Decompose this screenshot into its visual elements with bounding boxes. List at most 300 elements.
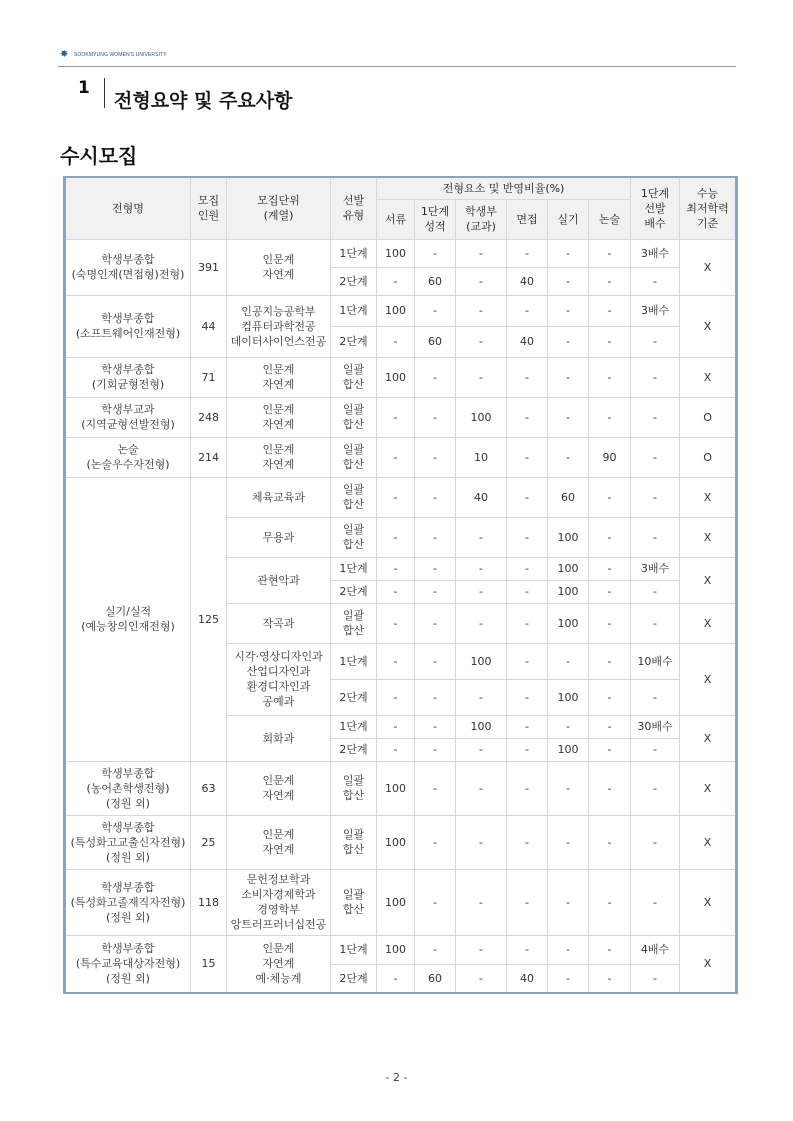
cell-line: 1단계 <box>420 205 450 218</box>
cell-line: 일괄 <box>342 609 365 622</box>
ratio-cell <box>589 580 631 603</box>
cell-value: - <box>525 743 529 756</box>
ratio-cell <box>548 295 589 326</box>
csat-cell <box>680 815 737 869</box>
cell-line: 성적 <box>424 220 446 233</box>
cell-value: 60 <box>561 490 575 504</box>
cell-value: - <box>525 895 529 909</box>
ratio-cell <box>507 239 548 267</box>
ratio-cell <box>507 437 548 477</box>
cell-value: 100 <box>470 720 492 733</box>
cell-value: - <box>607 971 612 985</box>
cell-line: 관현악과 <box>257 573 300 587</box>
selection-type-cell <box>331 357 377 397</box>
ratio-cell <box>507 603 548 643</box>
cell-value: - <box>525 616 529 630</box>
ratio-cell <box>507 815 548 869</box>
ratio-cell <box>548 477 589 517</box>
cell-line: 최저학력 <box>686 201 729 215</box>
cell-line: 합산 <box>342 789 365 802</box>
cell-line: (소프트웨어인재전형) <box>75 327 181 340</box>
unit-cell <box>227 935 331 993</box>
cell-line: 일괄 <box>342 888 365 901</box>
csat-cell <box>680 761 737 815</box>
ratio-cell <box>507 738 548 761</box>
ratio-cell <box>415 477 456 517</box>
cell-value: - <box>653 585 658 598</box>
cell-value: - <box>653 410 658 424</box>
selection-type-cell <box>331 935 377 964</box>
cell-value: - <box>653 530 658 544</box>
ratio-cell <box>548 815 589 869</box>
col-header-name <box>65 177 191 239</box>
cell-line: 체육교육과 <box>251 490 306 504</box>
cell-value: - <box>479 530 483 544</box>
csat-cell <box>680 643 737 715</box>
cell-line: 1단계 <box>640 186 670 200</box>
admission-name-cell <box>65 761 191 815</box>
cell-line: 회화과 <box>262 731 295 745</box>
cell-line: 71 <box>201 370 216 384</box>
multiplier-cell <box>631 267 680 295</box>
cell-value: - <box>653 743 658 756</box>
cell-value: - <box>479 304 483 317</box>
ratio-cell <box>377 580 415 603</box>
cell-value: 100 <box>385 304 406 317</box>
cell-line: 125 <box>198 612 219 626</box>
cell-line: (숙명인재(면접형)전형) <box>71 268 185 281</box>
cell-value: - <box>393 490 398 504</box>
selection-type-cell <box>331 437 377 477</box>
ratio-cell <box>415 738 456 761</box>
quota-cell <box>191 357 227 397</box>
cell-line: 실기 <box>557 212 579 226</box>
cell-line: 248 <box>198 410 219 424</box>
cell-line: 인원 <box>197 209 220 223</box>
selection-type-cell <box>331 761 377 815</box>
cell-line: 1단계 <box>339 720 368 733</box>
admission-name-cell <box>65 869 191 935</box>
cell-line: 기준 <box>696 216 719 230</box>
col-header-type <box>331 177 377 239</box>
cell-line: 1단계 <box>339 562 368 575</box>
cell-line: (정원 외) <box>106 850 150 864</box>
ratio-cell <box>589 964 631 993</box>
cell-value: - <box>433 530 437 544</box>
cell-value: 100 <box>385 246 406 260</box>
ratio-cell <box>589 643 631 679</box>
cell-value: - <box>479 616 483 630</box>
quota-cell <box>191 935 227 993</box>
ratio-cell <box>589 517 631 557</box>
ratio-cell <box>548 679 589 715</box>
cell-line: 일괄 <box>342 363 365 376</box>
cell-line: 경영학부 <box>257 903 300 916</box>
quota-cell <box>191 477 227 761</box>
cell-line: 자연계 <box>262 378 295 391</box>
ratio-cell <box>548 437 589 477</box>
cell-value: 40 <box>520 971 534 985</box>
cell-value: - <box>566 943 570 956</box>
cell-value: - <box>433 835 437 849</box>
table-row <box>65 295 737 326</box>
ratio-cell <box>456 580 507 603</box>
university-logo-icon: ✸ <box>60 49 69 60</box>
cell-value: - <box>607 335 612 348</box>
cell-line: 15 <box>201 957 216 971</box>
cell-line: 합산 <box>342 903 365 916</box>
cell-line: 예·체능계 <box>255 972 302 986</box>
cell-value: - <box>479 370 483 384</box>
cell-value: - <box>433 246 437 260</box>
col-header-multiplier <box>631 177 680 239</box>
cell-value: O <box>703 410 712 424</box>
cell-line: 학생부종합 <box>101 363 155 376</box>
selection-type-cell <box>331 326 377 357</box>
ratio-cell <box>377 935 415 964</box>
cell-value: 100 <box>385 781 406 795</box>
csat-cell <box>680 869 737 935</box>
cell-line: 2단계 <box>339 274 368 288</box>
cell-value: - <box>653 895 658 909</box>
cell-value: - <box>607 781 612 795</box>
cell-value: 100 <box>385 943 406 956</box>
ratio-cell <box>415 643 456 679</box>
cell-value: X <box>703 319 712 333</box>
col-header-element <box>415 199 456 239</box>
admission-name-cell <box>65 437 191 477</box>
cell-value: X <box>703 895 712 909</box>
cell-line: 2단계 <box>339 743 368 756</box>
cell-value: - <box>525 781 529 795</box>
cell-value: - <box>653 490 658 504</box>
cell-line: 공예과 <box>262 695 295 708</box>
table-row <box>65 239 737 267</box>
cell-line: 시각·영상디자인과 <box>234 650 323 663</box>
multiplier-cell <box>631 580 680 603</box>
ratio-cell <box>589 869 631 935</box>
cell-value: 3배수 <box>640 246 670 260</box>
cell-value: - <box>393 690 398 704</box>
ratio-cell <box>377 761 415 815</box>
ratio-cell <box>507 357 548 397</box>
ratio-cell <box>507 326 548 357</box>
cell-line: 면접 <box>516 212 538 226</box>
cell-value: 100 <box>557 690 579 704</box>
table-row <box>65 815 737 869</box>
ratio-cell <box>456 326 507 357</box>
ratio-cell <box>589 761 631 815</box>
cell-line: 자연계 <box>262 843 295 856</box>
cell-value: X <box>703 490 712 504</box>
cell-line: 학생부종합 <box>101 880 155 894</box>
ratio-cell <box>377 437 415 477</box>
cell-value: - <box>525 450 529 464</box>
cell-line: 모집 <box>197 194 220 208</box>
csat-cell <box>680 295 737 357</box>
cell-value: - <box>525 304 529 317</box>
cell-value: - <box>525 410 529 424</box>
cell-value: X <box>703 835 712 849</box>
ratio-cell <box>377 326 415 357</box>
selection-type-cell <box>331 267 377 295</box>
table-row <box>65 397 737 437</box>
multiplier-cell <box>631 738 680 761</box>
admission-name-cell <box>65 295 191 357</box>
cell-value: - <box>393 274 398 288</box>
cell-line: (정원 외) <box>106 796 150 810</box>
multiplier-cell <box>631 715 680 738</box>
cell-line: 학생부종합 <box>101 820 155 834</box>
cell-line: 수능 <box>696 186 719 200</box>
unit-cell <box>227 761 331 815</box>
ratio-cell <box>589 295 631 326</box>
cell-value: 100 <box>385 370 406 384</box>
selection-type-cell <box>331 679 377 715</box>
ratio-cell <box>377 715 415 738</box>
ratio-cell <box>415 357 456 397</box>
cell-value: - <box>433 304 437 317</box>
ratio-cell <box>415 437 456 477</box>
cell-value: O <box>703 450 712 464</box>
ratio-cell <box>415 517 456 557</box>
quota-cell <box>191 869 227 935</box>
cell-value: - <box>433 370 437 384</box>
cell-value: - <box>566 304 570 317</box>
col-header-quota <box>191 177 227 239</box>
cell-value: - <box>433 781 437 795</box>
unit-cell <box>227 239 331 295</box>
cell-value: X <box>703 370 712 384</box>
cell-value: - <box>479 274 483 288</box>
cell-line: 전형요소 및 반영비율(%) <box>442 181 565 195</box>
cell-value: - <box>525 690 529 704</box>
cell-line: 일괄 <box>342 774 365 787</box>
multiplier-cell <box>631 679 680 715</box>
cell-line: 모집단위 <box>257 194 300 208</box>
ratio-cell <box>415 869 456 935</box>
ratio-cell <box>456 815 507 869</box>
selection-type-cell <box>331 715 377 738</box>
selection-type-cell <box>331 738 377 761</box>
selection-type-cell <box>331 239 377 267</box>
cell-value: X <box>703 781 712 795</box>
ratio-cell <box>377 643 415 679</box>
ratio-cell <box>548 517 589 557</box>
ratio-cell <box>456 295 507 326</box>
ratio-cell <box>377 815 415 869</box>
ratio-cell <box>548 557 589 580</box>
multiplier-cell <box>631 397 680 437</box>
cell-value: - <box>433 690 437 704</box>
cell-value: - <box>607 743 612 756</box>
ratio-cell <box>377 357 415 397</box>
multiplier-cell <box>631 815 680 869</box>
ratio-cell <box>589 477 631 517</box>
cell-value: - <box>566 450 570 464</box>
selection-type-cell <box>331 964 377 993</box>
selection-type-cell <box>331 557 377 580</box>
cell-line: (계열) <box>263 209 294 223</box>
cell-value: - <box>607 530 612 544</box>
cell-line: 인문계 <box>262 443 295 456</box>
section-title: 전형요약 및 주요사항 <box>114 90 293 112</box>
cell-value: - <box>433 895 437 909</box>
cell-line: (지역균형선발전형) <box>81 418 175 431</box>
cell-value: 10 <box>474 450 488 464</box>
cell-value: - <box>607 490 612 504</box>
cell-value: X <box>703 731 712 745</box>
cell-line: 배수 <box>644 216 666 230</box>
cell-line: 전형명 <box>112 201 144 215</box>
col-header-element <box>507 199 548 239</box>
admission-name-cell <box>65 397 191 437</box>
cell-line: 391 <box>198 260 219 274</box>
col-header-element <box>548 199 589 239</box>
ratio-cell <box>507 964 548 993</box>
cell-value: - <box>393 335 398 348</box>
ratio-cell <box>456 761 507 815</box>
ratio-cell <box>507 869 548 935</box>
cell-line: 일괄 <box>342 403 365 416</box>
header-divider <box>58 66 736 67</box>
csat-cell <box>680 477 737 517</box>
university-brand <box>60 50 167 60</box>
col-header-element <box>456 199 507 239</box>
cell-value: - <box>653 971 658 985</box>
ratio-cell <box>456 557 507 580</box>
ratio-cell <box>456 437 507 477</box>
ratio-cell <box>548 326 589 357</box>
cell-line: 자연계 <box>262 789 295 802</box>
cell-value: 100 <box>557 743 579 756</box>
multiplier-cell <box>631 643 680 679</box>
admission-name-cell <box>65 357 191 397</box>
cell-value: - <box>479 690 483 704</box>
cell-value: 30배수 <box>637 720 673 733</box>
cell-line: 유형 <box>342 209 365 223</box>
cell-line: (특성화고졸재직자전형) <box>70 895 186 909</box>
cell-line: 자연계 <box>262 268 295 281</box>
ratio-cell <box>507 267 548 295</box>
ratio-cell <box>589 267 631 295</box>
cell-line: 자연계 <box>262 458 295 471</box>
cell-line: 합산 <box>342 538 365 551</box>
cell-value: - <box>607 835 612 849</box>
ratio-cell <box>415 239 456 267</box>
ratio-cell <box>456 738 507 761</box>
cell-value: - <box>566 971 570 985</box>
cell-value: - <box>566 335 570 348</box>
cell-line: 문헌정보학과 <box>246 873 311 886</box>
ratio-cell <box>548 357 589 397</box>
cell-line: (기회균형전형) <box>91 378 165 391</box>
cell-line: 선발 <box>644 201 666 215</box>
cell-line: 산업디자인과 <box>246 665 311 678</box>
ratio-cell <box>377 603 415 643</box>
cell-value: - <box>525 370 529 384</box>
ratio-cell <box>548 935 589 964</box>
quota-cell <box>191 815 227 869</box>
ratio-cell <box>415 326 456 357</box>
csat-cell <box>680 715 737 761</box>
cell-line: 인문계 <box>262 942 295 956</box>
page-title: 수시모집 <box>60 144 138 168</box>
cell-value: - <box>607 246 612 260</box>
col-header-element <box>589 199 631 239</box>
cell-value: - <box>566 720 570 733</box>
cell-value: X <box>703 957 712 971</box>
ratio-cell <box>456 603 507 643</box>
table-row <box>65 437 737 477</box>
cell-value: - <box>393 562 398 575</box>
university-name: SOOKMYUNG WOMEN'S UNIVERSITY <box>74 52 167 58</box>
multiplier-cell <box>631 603 680 643</box>
cell-value: - <box>525 490 529 504</box>
cell-line: 작곡과 <box>262 616 295 630</box>
cell-value: - <box>393 720 398 733</box>
cell-value: - <box>433 410 437 424</box>
cell-value: - <box>566 370 570 384</box>
cell-line: 논술 <box>598 212 621 226</box>
cell-value: - <box>433 585 437 598</box>
cell-value: - <box>393 530 398 544</box>
ratio-cell <box>548 580 589 603</box>
cell-value: - <box>607 690 612 704</box>
cell-line: 학생부교과 <box>101 403 155 416</box>
cell-line: 합산 <box>342 418 365 431</box>
cell-line: (특수교육대상자전형) <box>75 957 181 971</box>
ratio-cell <box>377 964 415 993</box>
ratio-cell <box>548 643 589 679</box>
unit-cell <box>227 397 331 437</box>
cell-value: - <box>479 562 483 575</box>
ratio-cell <box>589 557 631 580</box>
csat-cell <box>680 935 737 993</box>
cell-line: 선발 <box>342 194 365 208</box>
cell-line: (농어촌학생전형) <box>86 781 170 795</box>
cell-value: - <box>393 585 398 598</box>
cell-value: - <box>607 410 612 424</box>
cell-value: - <box>525 943 529 956</box>
cell-line: 자연계 <box>262 418 295 431</box>
cell-line: 학생부종합 <box>101 766 155 780</box>
cell-value: 100 <box>557 562 579 575</box>
cell-value: - <box>525 585 529 598</box>
table-row <box>65 869 737 935</box>
cell-value: - <box>433 943 437 956</box>
cell-line: 소비자경제학과 <box>241 888 316 901</box>
ratio-cell <box>415 964 456 993</box>
cell-line: 실기/실적 <box>104 605 152 618</box>
cell-value: - <box>566 781 570 795</box>
ratio-cell <box>548 603 589 643</box>
cell-value: - <box>525 562 529 575</box>
ratio-cell <box>377 679 415 715</box>
ratio-cell <box>377 738 415 761</box>
selection-type-cell <box>331 397 377 437</box>
csat-cell <box>680 357 737 397</box>
quota-cell <box>191 761 227 815</box>
cell-line: 환경디자인과 <box>246 680 311 693</box>
cell-value: - <box>393 654 398 668</box>
cell-value: - <box>607 616 612 630</box>
cell-line: 일괄 <box>342 523 365 536</box>
unit-cell <box>227 517 331 557</box>
csat-cell <box>680 239 737 295</box>
cell-value: X <box>703 573 712 587</box>
admission-summary-table <box>63 176 738 994</box>
